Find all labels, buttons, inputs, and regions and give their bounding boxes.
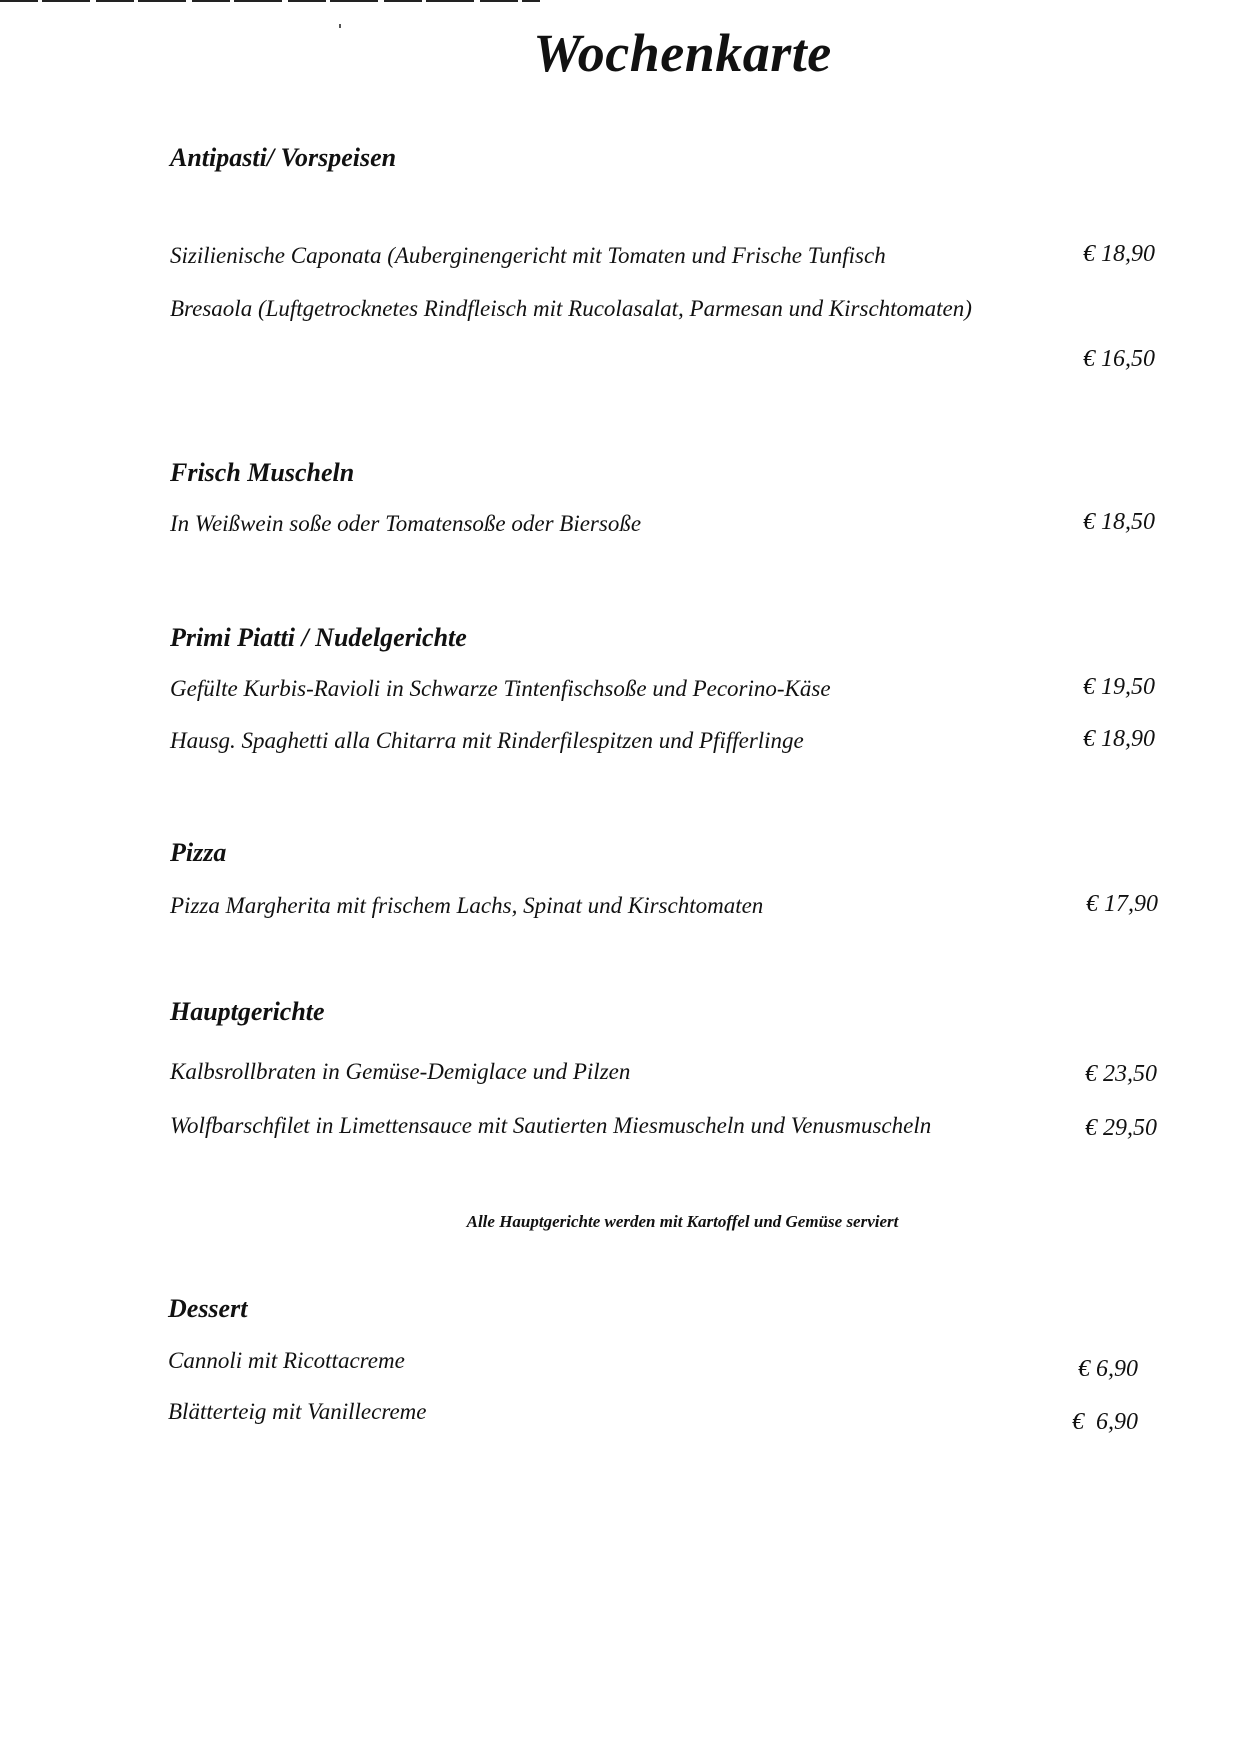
menu-item-name: Gefülte Kurbis-Ravioli in Schwarze Tintenfischsoße und Pecorino-Käse <box>170 676 831 701</box>
menu-item-price: € 18,90 <box>1083 726 1155 752</box>
menu-item-price: € 6,90 <box>1078 1356 1138 1382</box>
section-heading-muscheln: Frisch Muscheln <box>170 458 355 487</box>
menu-item-price: € 16,50 <box>1083 346 1155 372</box>
menu-item-name: Sizilienische Caponata (Auberginengericht mit Tomaten und Frische Tunfisch <box>170 243 886 268</box>
menu-item-price: € 29,50 <box>1085 1115 1157 1141</box>
side-dish-note: Alle Hauptgerichte werden mit Kartoffel und Gemüse serviert <box>466 1212 899 1231</box>
menu-item-price: € 18,50 <box>1083 509 1155 535</box>
scan-artifact-line <box>0 0 540 2</box>
section-heading-dessert: Dessert <box>168 1294 248 1323</box>
menu-item-price: € 18,90 <box>1083 241 1155 267</box>
menu-item-name: Bresaola (Luftgetrocknetes Rindfleisch mit Rucolasalat, Parmesan und Kirschtomaten) <box>170 296 972 321</box>
menu-item-price: € 17,90 <box>1086 891 1158 917</box>
menu-item-name: Pizza Margherita mit frischem Lachs, Spinat und Kirschtomaten <box>170 893 764 918</box>
section-heading-pizza: Pizza <box>170 838 227 867</box>
section-heading-antipasti: Antipasti/ Vorspeisen <box>170 143 397 172</box>
menu-item-name: Hausg. Spaghetti alla Chitarra mit Rinderfilespitzen und Pfifferlinge <box>170 728 804 753</box>
menu-item-price: € 6,90 <box>1072 1409 1138 1435</box>
menu-item-name: Kalbsrollbraten in Gemüse-Demiglace und Pilzen <box>170 1059 631 1084</box>
menu-item-name: Wolfbarschfilet in Limettensauce mit Sautierten Miesmuscheln und Venusmuscheln <box>170 1113 932 1138</box>
menu-item-price: € 23,50 <box>1085 1061 1157 1087</box>
menu-item-name: Blätterteig mit Vanillecreme <box>168 1399 427 1424</box>
menu-item-price: € 19,50 <box>1083 674 1155 700</box>
menu-item-name: In Weißwein soße oder Tomatensoße oder Biersoße <box>170 511 642 536</box>
menu-item-name: Cannoli mit Ricottacreme <box>168 1348 405 1373</box>
page-title: Wochenkarte <box>533 23 832 83</box>
section-heading-hauptgerichte: Hauptgerichte <box>170 997 325 1026</box>
section-heading-primi-piatti: Primi Piatti / Nudelgerichte <box>170 623 467 652</box>
